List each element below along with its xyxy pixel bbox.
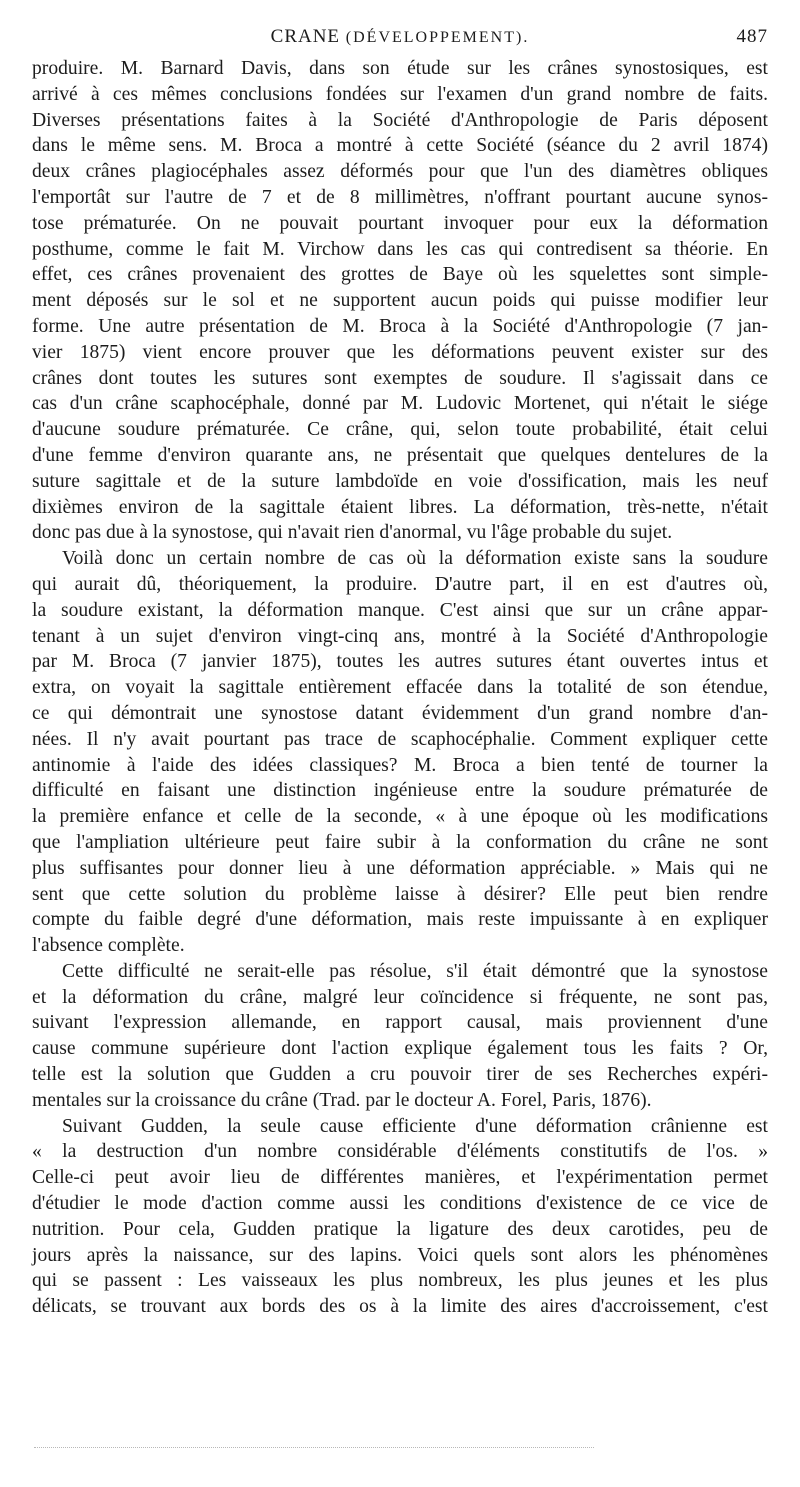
text-line: délicats, se trouvant aux bords des os à la limite des aires d'accroissement, c'est [32,1296,768,1318]
text-line: vier 1875) vient encore prouver que les déformations peuvent exister sur des [32,341,768,363]
text-line: Cette difficulté ne serait-elle pas résolue, s'il était démontré que la synostose [62,960,768,982]
text-line: l'emportât sur l'autre de 7 et de 8 millimètres, n'offrant pourtant aucune synos- [32,186,768,208]
text-line: posthume, comme le fait M. Virchow dans les cas qui contredisent sa théorie. En [32,238,768,260]
header-subtitle: (DÉVELOPPEMENT). [345,29,530,46]
text-line: d'une femme d'environ quarante ans, ne présentait que quelques dentelures de la [32,444,768,466]
text-line: effet, ces crânes provenaient des grottes de Baye où les squelettes sont simple- [32,264,768,286]
text-line: ment déposés sur le sol et ne supportent aucun poids qui puisse modifier leur [32,290,768,312]
text-line: la soudure existant, la déformation manque. C'est ainsi que sur un crâne appar- [32,599,768,621]
text-line: suture sagittale et de la suture lambdoïde en voie d'ossification, mais les neuf [32,470,768,492]
text-line: arrivé à ces mêmes conclusions fondées sur l'examen d'un grand nombre de faits. [32,83,768,105]
text-line: « la destruction d'un nombre considérable d'éléments constitutifs de l'os. » [32,1141,768,1163]
text-line: telle est la solution que Gudden a cru pouvoir tirer de ses Recherches expéri- [32,1064,768,1086]
text-line: cas d'un crâne scaphocéphale, donné par M. Ludovic Mortenet, qui n'était le siége [32,393,768,415]
text-line: suivant l'expression allemande, en rapport causal, mais proviennent d'une [32,1012,768,1034]
text-line: cause commune supérieure dont l'action explique également tous les faits ? Or, [32,1038,768,1060]
text-line: d'aucune soudure prématurée. Ce crâne, qui, selon toute probabilité, était celui [32,419,768,441]
header-title: CRANE [270,26,341,47]
text-line: forme. Une autre présentation de M. Broca à la Société d'Anthropologie (7 jan- [32,315,768,337]
text-line: tenant à un sujet d'environ vingt-cinq ans, montré à la Société d'Anthropologie [32,625,768,647]
text-line: extra, on voyait la sagittale entièrement effacée dans la totalité de son étendue, [32,677,768,699]
text-line: Suivant Gudden, la seule cause efficiente d'une déformation crânienne est [62,1115,768,1137]
running-title [32,26,768,48]
text-line: jours après la naissance, sur des lapins. Voici quels sont alors les phénomènes [32,1244,768,1266]
text-line: crânes dont toutes les sutures sont exemptes de soudure. Il s'agissait dans ce [32,367,768,389]
text-line: ce qui démontrait une synostose datant évidemment d'un grand nombre d'an- [32,702,768,724]
text-line: nées. Il n'y avait pourtant pas trace de scaphocéphalie. Comment expliquer cette [32,728,768,750]
text-line: Voilà donc un certain nombre de cas où la déformation existe sans la soudure [62,548,768,570]
text-line: Celle-ci peut avoir lieu de différentes manières, et l'expérimentation permet [32,1167,768,1189]
text-line: sent que cette solution du problème laisse à désirer? Elle peut bien rendre [32,883,768,905]
text-line: donc pas due à la synostose, qui n'avait rien d'anormal, vu l'âge probable du sujet. [32,522,673,544]
text-line: qui se passent : Les vaisseaux les plus nombreux, les plus jeunes et les plus [32,1270,768,1292]
text-line: dans le même sens. M. Broca a montré à cette Société (séance du 2 avril 1874) [32,135,768,157]
text-line: par M. Broca (7 janvier 1875), toutes les autres sutures étant ouvertes intus et [32,651,768,673]
running-header [32,26,768,56]
text-line: dixièmes environ de la sagittale étaient libres. La déformation, très-nette, n'était [32,496,768,518]
text-line: deux crânes plagiocéphales assez déformés pour que l'un des diamètres obliques [32,161,768,183]
text-line: compte du faible degré d'une déformation, mais reste impuissante à en expliquer [32,909,768,931]
text-line: produire. M. Barnard Davis, dans son étude sur les crânes synostosiques, est [32,58,768,79]
text-line: antinomie à l'aide des idées classiques? M. Broca a bien tenté de tourner la [32,754,768,776]
text-line: mentales sur la croissance du crâne (Trad. par le docteur A. Forel, Paris, 1876). [32,1089,652,1111]
text-line: difficulté en faisant une distinction ingénieuse entre la soudure prématurée de [32,780,768,802]
scan-noise-divider [34,1447,594,1450]
text-line: l'absence complète. [32,935,185,957]
text-line: tose prématurée. On ne pouvait pourtant invoquer pour eux la déformation [32,212,768,234]
text-line: et la déformation du crâne, malgré leur coïncidence si fréquente, ne sont pas, [32,986,768,1008]
text-line: que l'ampliation ultérieure peut faire subir à la conformation du crâne ne sont [32,831,768,853]
book-page [32,26,768,1320]
text-line: nutrition. Pour cela, Gudden pratique la ligature des deux carotides, peu de [32,1218,768,1240]
text-line: qui aurait dû, théoriquement, la produire. D'autre part, il en est d'autres où, [32,573,768,595]
page-body [32,56,768,1320]
text-line: d'étudier le mode d'action comme aussi les conditions d'existence de ce vice de [32,1193,768,1215]
page-number: 487 [736,26,768,47]
text-line: plus suffisantes pour donner lieu à une déformation appréciable. » Mais qui ne [32,857,768,879]
text-line: la première enfance et celle de la seconde, « à une époque où les modifications [32,806,768,828]
text-line: Diverses présentations faites à la Société d'Anthropologie de Paris déposent [32,109,768,131]
